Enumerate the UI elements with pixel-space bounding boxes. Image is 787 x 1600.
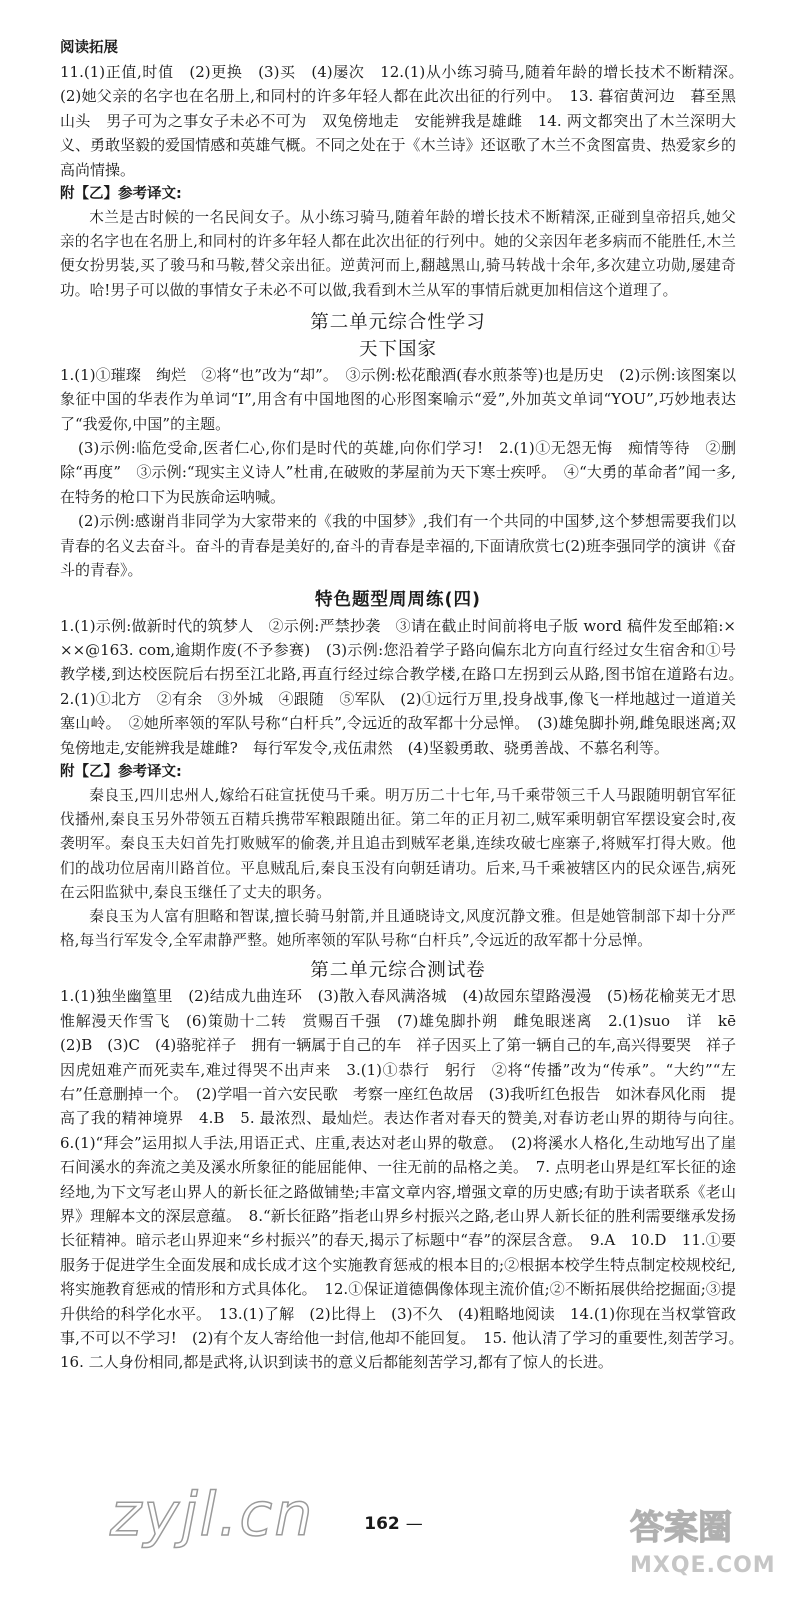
translation-text-1: 木兰是古时候的一名民间女子。从小练习骑马,随着年龄的增长技术不断精深,正碰到皇帝招兵,她父亲的名字也在名册上,和同村的许多年轻人都在此次出征的行列中。她的父亲因年老多病而不能胜任,木兰便女扮男装,买了骏马和马鞍,替父亲出征。逆黄河而上,翻越黑山,骑马转战十余年,多次建立功勋,屡建奇功。哈!男子可以做的事情女子未必不可以做,我看到木兰从军的事情后就更加相信这个道理了。 (60, 209, 736, 299)
answer-page (60, 36, 752, 1375)
watermark-right-en: MXQE.COM (630, 1553, 776, 1578)
weekly-practice-answers: 1.(1)示例:做新时代的筑梦人 ②示例:严禁抄袭 ③请在截止时间前将电子版 word 稿件发至邮箱:×××@163. com,逾期作废(不予参赛) (3)示例:您沿着学子路向偏东北方向直行经过女生宿舍和①号教学楼,到达校医院后右拐至江北路,再直行经过综合教学楼,在路口左拐到云从路,图书馆在道路右边。 2.(1)①北方 ②有余 ③外城 ④跟随 ⑤军队 (2)①远行万里,投身战事,像飞一样地越过一道道关塞山岭。 ②她所率领的军队号称“白杆兵”,令远近的敌军都十分忌惮。 (3)雄兔脚扑朔,雌兔眼迷离;双兔傍地走,安能辨我是雄雌? 每行军发令,戎伍肃然 (4)坚毅勇敢、骁勇善战、不慕名利等。 (60, 616, 752, 757)
translation-heading-2: 附【乙】参考译文: (60, 763, 182, 780)
translation-heading-1: 附【乙】参考译文: (60, 186, 182, 203)
translation-text-2a: 秦良玉,四川忠州人,嫁给石砫宣抚使马千乘。明万历二十七年,马千乘带领三千人马跟随明朝官军征伐播州,秦良玉另外带领五百精兵携带军粮跟随出征。第二年的正月初二,贼军乘明朝官军摆设宴会时,夜袭明军。秦良玉夫妇首先打败贼军的偷袭,并且追击到贼军老巢,连续攻破七座寨子,将贼军打得大败。他们的战功位居南川路首位。平息贼乱后,秦良玉没有向朝廷请功。后来,马千乘被辖区内的民众诬告,病死在云阳监狱中,秦良玉继任了丈夫的职务。 (60, 786, 736, 901)
footer-dash: — (405, 1514, 423, 1534)
watermark-right (630, 1500, 776, 1590)
unit2-study-answers-2: (3)示例:临危受命,医者仁心,你们是时代的英雄,向你们学习! 2.(1)①无怨无悔 痴情等待 ②删除“再度” ③示例:“现实主义诗人”杜甫,在破败的茅屋前为天下寒士疾呼。 ④“大勇的革命者”闻一多,在特务的枪口下为民族命运呐喊。 (60, 439, 736, 506)
unit2-study-subtitle: 天下国家 (358, 338, 437, 360)
translation-text-2b: 秦良玉为人富有胆略和智谋,擅长骑马射箭,并且通晓诗文,风度沉静文雅。但是她管制部下却十分严格,每当行军发令,全军肃静严整。她所率领的军队号称“白杆兵”,令远近的敌军都十分忌惮。 (60, 907, 736, 950)
unit2-study-answers-1: 1.(1)①璀璨 绚烂 ②将“也”改为“却”。 ③示例:松花酿酒(春水煎茶等)也是历史 (2)示例:该图案以象征中国的华表作为单词“I”,用含有中国地图的心形图案喻示“爱”,外加英文单词“YOU”,巧妙地表达了“我爱你,中国”的主题。 (60, 365, 736, 433)
reading-extension-answers: 11.(1)正值,时值 (2)更换 (3)买 (4)屡次 12.(1)从小练习骑马,随着年龄的增长技术不断精深。 (2)她父亲的名字也在名册上,和同村的许多年轻人都在此次出征的行列中。 13. 暮宿黄河边 暮至黑山头 男子可为之事女子未必不可为 双兔傍地走 安能辨我是雄雌 14. 两文都突出了木兰深明大义、勇敢坚毅的爱国情感和英雄气概。不同之处在于《木兰诗》还讴歌了木兰不贪图富贵、热爱家乡的高尚情操。 (60, 63, 752, 179)
reading-extension-heading: 阅读拓展 (60, 40, 118, 56)
watermark-right-cn: 答案圈 (630, 1508, 732, 1548)
unit2-study-title: 第二单元综合性学习 (310, 311, 486, 333)
weekly-practice-title: 特色题型周周练(四) (315, 589, 481, 610)
unit2-study-answers-3: (2)示例:感谢肖非同学为大家带来的《我的中国梦》,我们有一个共同的中国梦,这个梦想需要我们以青春的名义去奋斗。奋斗的青春是美好的,奋斗的青春是幸福的,下面请欣赏七(2)班李强同学的演讲《奋斗的青春》。 (60, 512, 736, 580)
watermark-left: zyjl.cn (110, 1480, 315, 1550)
unit2-test-title: 第二单元综合测试卷 (310, 960, 486, 982)
unit2-test-answers: 1.(1)独坐幽篁里 (2)结成九曲连环 (3)散入春风满洛城 (4)故园东望路漫漫 (5)杨花榆荚无才思 惟解漫天作雪飞 (6)策勋十二转 赏赐百千强 (7)雄兔脚扑朔 雌兔眼迷离 2.(1)suo 详 kē (2)B (3)C (4)骆驼祥子 拥有一辆属于自己的车 祥子因买上了第一辆自己的车,高兴得要哭 祥子因虎妞难产而死卖车,难过得哭不出声来 3.(1)①恭行 躬行 ②将“传播”改为“传承”。“大约”“左右”任意删掉一个。 (2)学唱一首六安民歌 考察一座红色故居 (3)我听红色报告 如沐春风化雨 提高了我的精神境界 4.B 5. 最浓烈、最灿烂。表达作者对春天的赞美,对春访老山界的期待与向往。 6.(1)“拜会”运用拟人手法,用语正式、庄重,表达对老山界的敬意。 (2)将溪水人格化,生动地写出了崖石间溪水的奔流之美及溪水所象征的能屈能伸、一往无前的品格之美。 7. 点明老山界是红军长征的途经地,为下文写老山界人的新长征之路做铺垫;丰富文章内容,增强文章的历史感;有助于读者联系《老山界》理解本文的深层意蕴。 8.“新长征路”指老山界乡村振兴之路,老山界人新长征的胜利需要继承发扬长征精神。暗示老山界迎来“乡村振兴”的春天,揭示了标题中“春”的深层含意。 9.A 10.D 11.①要服务于促进学生全面发展和成长成才这个实施教育惩戒的根本目的;②根据本校学生特点制定校规校纪,将实施教育惩戒的情形和方式具体化。 12.①保证道德偶像体现主流价值;②不断拓展供给挖掘面;③提升供给的科学化水平。 13.(1)了解 (2)比得上 (3)不久 (4)粗略地阅读 14.(1)你现在当权掌管政事,不可以不学习! (2)有个友人寄给他一封信,他却不能回复。 15. 他认清了学习的重要性,刻苦学习。 16. 二人身份相同,都是武将,认识到读书的意义后都能刻苦学习,都有了惊人的长进。 (60, 987, 752, 1372)
page-number: 162 (364, 1514, 400, 1534)
